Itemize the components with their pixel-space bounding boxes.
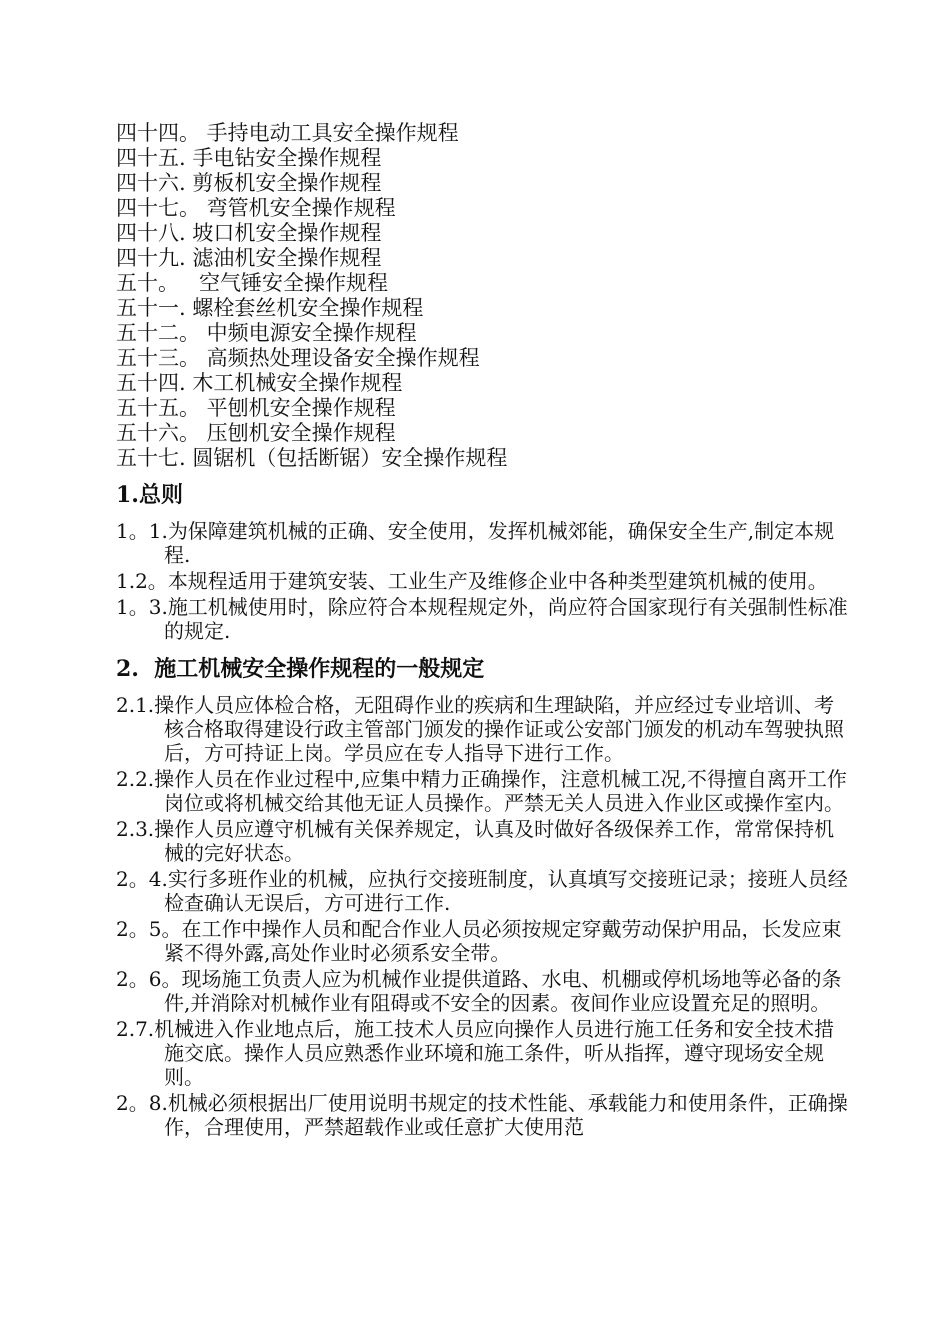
clause-item: 2。8.机械必须根据出厂使用说明书规定的技术性能、承载能力和使用条件，正确操作，合理使用，严禁超载作业或任意扩大使用范 xyxy=(116,1091,848,1139)
clause-item: 1。3.施工机械使用时，除应符合本规程规定外，尚应符合国家现行有关强制性标准的规定. xyxy=(116,595,848,643)
toc-item[interactable]: 四十六. 剪板机安全操作规程 xyxy=(116,171,382,195)
toc-item[interactable]: 五十五。 平刨机安全操作规程 xyxy=(116,396,396,420)
toc-item[interactable]: 五十六。 压刨机安全操作规程 xyxy=(116,421,396,445)
clause-item: 2.1.操作人员应体检合格，无阻碍作业的疾病和生理缺陷，并应经过专业培训、考核合格取得建设行政主管部门颁发的操作证或公安部门颁发的机动车驾驶执照后，方可持证上岗。学员应在专人指导下进行工作。 xyxy=(116,693,844,765)
clause-item: 1.2。本规程适用于建筑安装、工业生产及维修企业中各种类型建筑机械的使用。 xyxy=(116,569,828,593)
toc-item[interactable]: 四十八. 坡口机安全操作规程 xyxy=(116,221,382,245)
section-heading-general: 1.总则 xyxy=(116,482,183,508)
clause-item: 2.7.机械进入作业地点后，施工技术人员应向操作人员进行施工任务和安全技术措施交底。操作人员应熟悉作业环境和施工条件，听从指挥，遵守现场安全规则。 xyxy=(116,1017,835,1089)
toc-item[interactable]: 四十七。 弯管机安全操作规程 xyxy=(116,196,396,220)
clause-item: 1。1.为保障建筑机械的正确、安全使用，发挥机械郊能，确保安全生产,制定本规程. xyxy=(116,519,835,567)
section-general-body xyxy=(116,519,850,643)
toc-item[interactable]: 五十二。 中频电源安全操作规程 xyxy=(116,321,417,345)
clause-item: 2。4.实行多班作业的机械，应执行交接班制度，认真填写交接班记录；接班人员经检查确认无误后，方可进行工作. xyxy=(116,867,848,915)
toc-item[interactable]: 五十七. 圆锯机（包括断锯）安全操作规程 xyxy=(116,446,508,470)
toc-list xyxy=(116,121,850,471)
clause-item: 2。6。现场施工负责人应为机械作业提供道路、水电、机棚或停机场地等必备的条件,并消除对机械作业有阻碍或不安全的因素。夜间作业应设置充足的照明。 xyxy=(116,967,842,1015)
toc-item[interactable]: 四十四。 手持电动工具安全操作规程 xyxy=(116,121,459,145)
clause-item: 2.2.操作人员在作业过程中,应集中精力正确操作，注意机械工况,不得擅自离开工作岗位或将机械交给其他无证人员操作。严禁无关人员进入作业区或操作室内。 xyxy=(116,767,847,815)
toc-item[interactable]: 五十三。 高频热处理设备安全操作规程 xyxy=(116,346,480,370)
toc-item[interactable]: 五十。 空气锤安全操作规程 xyxy=(116,271,389,295)
toc-item[interactable]: 五十四. 木工机械安全操作规程 xyxy=(116,371,403,395)
section-heading-general-rules: 2. 施工机械安全操作规程的一般规定 xyxy=(116,656,485,682)
section-general-rules-body xyxy=(116,693,850,1139)
toc-item[interactable]: 四十九. 滤油机安全操作规程 xyxy=(116,246,382,270)
toc-item[interactable]: 五十一. 螺栓套丝机安全操作规程 xyxy=(116,296,424,320)
clause-item: 2.3.操作人员应遵守机械有关保养规定，认真及时做好各级保养工作，常常保持机械的完好状态。 xyxy=(116,817,835,865)
clause-item: 2。5。在工作中操作人员和配合作业人员必须按规定穿戴劳动保护用品，长发应束紧不得外露,高处作业时必须系安全带。 xyxy=(116,917,842,965)
toc-item[interactable]: 四十五. 手电钻安全操作规程 xyxy=(116,146,382,170)
